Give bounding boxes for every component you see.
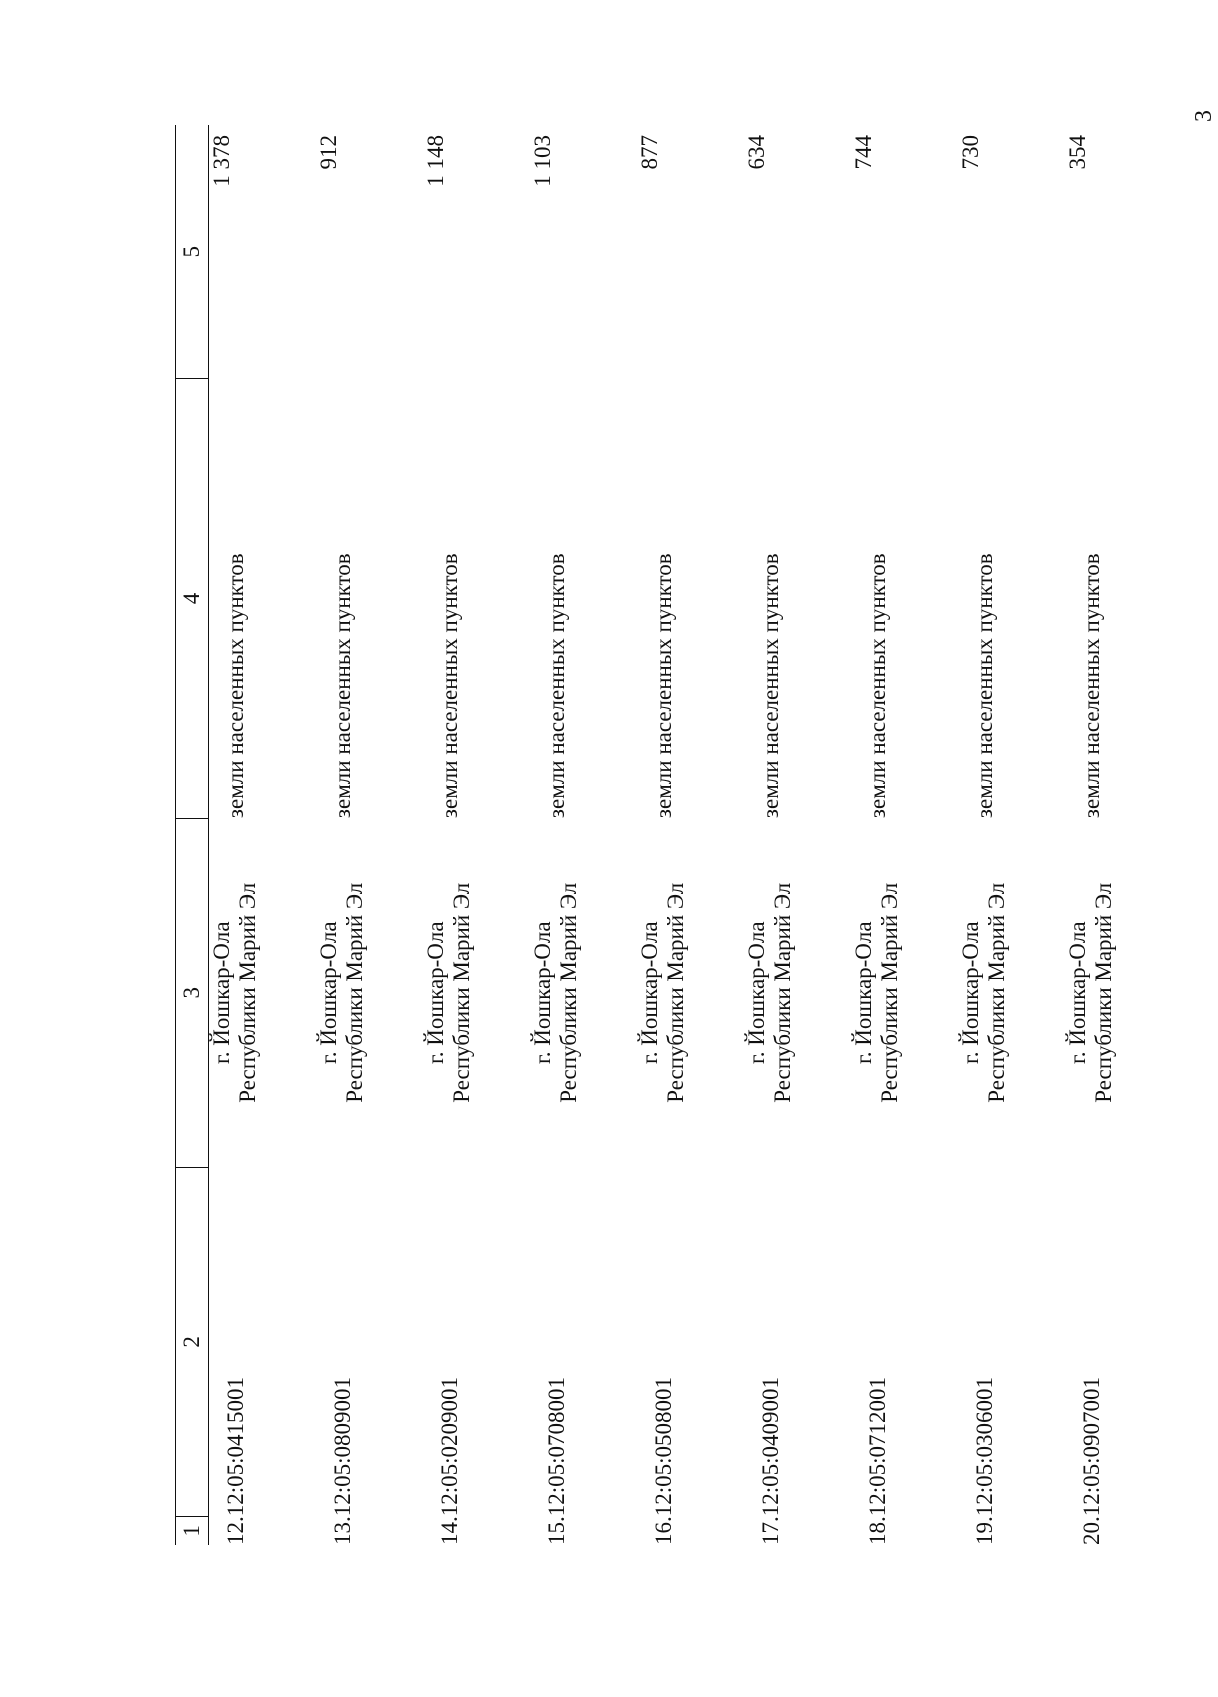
row-number: 20. [1079, 1516, 1104, 1545]
rotated-table-sheet [175, 125, 1116, 1545]
location-line-2: Республики Марий Эл [449, 882, 474, 1103]
location-line-2: Республики Марий Эл [770, 882, 795, 1103]
location-line-1: г. Йошкар-Ола [637, 921, 662, 1065]
area-value-cell [744, 125, 851, 379]
cadastral-number-cell [744, 1167, 851, 1516]
land-category: земли населенных пунктов [651, 553, 676, 819]
table-row [958, 125, 1065, 1545]
location-cell [209, 818, 317, 1167]
column-header-2: 2 [176, 1167, 209, 1516]
location-cell [637, 818, 744, 1167]
row-number-cell [423, 1516, 530, 1545]
area-value: 354 [1065, 135, 1090, 170]
area-value-cell [423, 125, 530, 379]
cadastral-number: 12:05:0907001 [1079, 1376, 1104, 1517]
column-header-3: 3 [176, 818, 209, 1167]
land-category-cell [423, 379, 530, 818]
row-number-cell [530, 1516, 637, 1545]
land-category: земли населенных пунктов [330, 553, 355, 819]
cadastral-number-cell [530, 1167, 637, 1516]
row-number: 14. [437, 1516, 462, 1545]
location-cell [958, 818, 1065, 1167]
location-cell [744, 818, 851, 1167]
table-row [744, 125, 851, 1545]
column-header-1: 1 [176, 1516, 209, 1545]
area-value: 912 [316, 135, 341, 170]
row-number: 18. [865, 1516, 890, 1545]
location-line-2: Республики Марий Эл [663, 882, 688, 1103]
cadastral-number-cell [1065, 1167, 1172, 1516]
cadastral-number-cell [423, 1167, 530, 1516]
cadastral-number-cell [209, 1167, 317, 1516]
table-row [851, 125, 958, 1545]
cadastral-number: 12:05:0508001 [651, 1376, 676, 1517]
land-plots-table [175, 125, 1172, 1545]
table-row [637, 125, 744, 1545]
location-line-2: Республики Марий Эл [1091, 882, 1116, 1103]
location-line-1: г. Йошкар-Ола [209, 921, 234, 1065]
cadastral-number-cell [316, 1167, 423, 1516]
location-line-1: г. Йошкар-Ола [1065, 921, 1090, 1065]
land-category: земли населенных пунктов [758, 553, 783, 819]
cadastral-number-cell [958, 1167, 1065, 1516]
row-number: 12. [223, 1516, 248, 1545]
location-cell [316, 818, 423, 1167]
area-value-cell [316, 125, 423, 379]
location-cell [851, 818, 958, 1167]
cadastral-number: 12:05:0712001 [865, 1376, 890, 1517]
area-value-cell [851, 125, 958, 379]
land-category-cell [209, 379, 317, 818]
location-line-2: Республики Марий Эл [984, 882, 1009, 1103]
table-row [316, 125, 423, 1545]
area-value: 634 [744, 135, 769, 170]
location-line-2: Республики Марий Эл [235, 882, 260, 1103]
location-line-2: Республики Марий Эл [556, 882, 581, 1103]
column-number-header-row [176, 125, 209, 1545]
table-row [530, 125, 637, 1545]
cadastral-number: 12:05:0708001 [544, 1376, 569, 1517]
area-value: 730 [958, 135, 983, 170]
area-value-cell [530, 125, 637, 379]
land-category-cell [851, 379, 958, 818]
row-number: 19. [972, 1516, 997, 1545]
land-category-cell [744, 379, 851, 818]
location-line-1: г. Йошкар-Ола [423, 921, 448, 1065]
row-number-cell [851, 1516, 958, 1545]
page-number: 3 [1191, 110, 1217, 122]
row-number: 16. [651, 1516, 676, 1545]
column-header-4: 4 [176, 379, 209, 818]
land-category-cell [958, 379, 1065, 818]
area-value-cell [958, 125, 1065, 379]
row-number: 13. [330, 1516, 355, 1545]
area-value: 1 148 [423, 135, 448, 187]
location-line-1: г. Йошкар-Ола [530, 921, 555, 1065]
row-number: 17. [758, 1516, 783, 1545]
location-cell [530, 818, 637, 1167]
cadastral-number: 12:05:0415001 [223, 1376, 248, 1517]
land-category: земли населенных пунктов [223, 553, 248, 819]
table-row [1065, 125, 1172, 1545]
area-value-cell [1065, 125, 1172, 379]
cadastral-number: 12:05:0409001 [758, 1376, 783, 1517]
table-row [209, 125, 317, 1545]
location-cell [423, 818, 530, 1167]
row-number-cell [1065, 1516, 1172, 1545]
land-category-cell [637, 379, 744, 818]
area-value: 744 [851, 135, 876, 170]
cadastral-number-cell [851, 1167, 958, 1516]
land-category-cell [1065, 379, 1172, 818]
column-header-5: 5 [176, 125, 209, 379]
location-line-1: г. Йошкар-Ола [851, 921, 876, 1065]
land-category: земли населенных пунктов [865, 553, 890, 819]
location-line-2: Республики Марий Эл [877, 882, 902, 1103]
area-value: 877 [637, 135, 662, 170]
location-line-1: г. Йошкар-Ола [958, 921, 983, 1065]
location-line-2: Республики Марий Эл [342, 882, 367, 1103]
row-number-cell [637, 1516, 744, 1545]
cadastral-number: 12:05:0209001 [437, 1376, 462, 1517]
area-value-cell [637, 125, 744, 379]
land-category: земли населенных пунктов [972, 553, 997, 819]
table-row [423, 125, 530, 1545]
cadastral-number: 12:05:0809001 [330, 1376, 355, 1517]
land-category: земли населенных пунктов [544, 553, 569, 819]
cadastral-number: 12:05:0306001 [972, 1376, 997, 1517]
row-number: 15. [544, 1516, 569, 1545]
location-cell [1065, 818, 1172, 1167]
row-number-cell [958, 1516, 1065, 1545]
land-category-cell [530, 379, 637, 818]
area-value-cell [209, 125, 317, 379]
land-category-cell [316, 379, 423, 818]
land-category: земли населенных пунктов [437, 553, 462, 819]
land-category: земли населенных пунктов [1079, 553, 1104, 819]
location-line-1: г. Йошкар-Ола [316, 921, 341, 1065]
row-number-cell [744, 1516, 851, 1545]
location-line-1: г. Йошкар-Ола [744, 921, 769, 1065]
row-number-cell [316, 1516, 423, 1545]
area-value: 1 378 [209, 135, 234, 187]
area-value: 1 103 [530, 135, 555, 187]
cadastral-number-cell [637, 1167, 744, 1516]
row-number-cell [209, 1516, 317, 1545]
